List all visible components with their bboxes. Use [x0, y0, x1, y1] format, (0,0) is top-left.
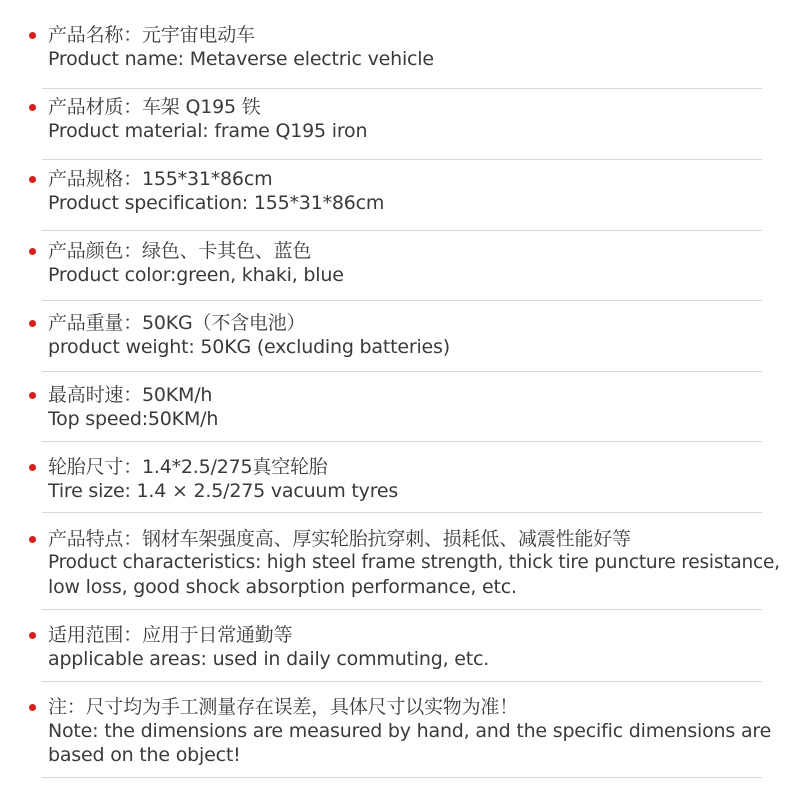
spec-text	[48, 311, 778, 359]
bullet-icon	[29, 176, 36, 183]
spec-label-zh: 注：尺寸均为手工测量存在误差，具体尺寸以实物为准！	[48, 696, 519, 718]
divider	[42, 512, 762, 513]
spec-text	[48, 239, 778, 287]
divider	[42, 159, 762, 160]
spec-label-en: Product name: Metaverse electric vehicle	[48, 48, 434, 70]
divider	[42, 777, 762, 778]
bullet-icon	[29, 704, 36, 711]
spec-label-zh: 产品重量：50KG（不含电池）	[48, 312, 306, 334]
spec-label-en: product weight: 50KG (excluding batteries)	[48, 336, 450, 358]
spec-label-zh: 产品特点：钢材车架强度高、厚实轮胎抗穿刺、损耗低、减震性能好等	[48, 528, 631, 550]
spec-label-en: low loss, good shock absorption performance, etc.	[48, 576, 517, 598]
spec-label-en: Product color:green, khaki, blue	[48, 264, 344, 286]
spec-text	[48, 167, 778, 215]
spec-label-en: Product specification: 155*31*86cm	[48, 192, 385, 214]
spec-label-zh: 轮胎尺寸：1.4*2.5/275真空轮胎	[48, 456, 328, 478]
spec-label-zh: 产品规格：155*31*86cm	[48, 168, 273, 190]
bullet-icon	[29, 536, 36, 543]
bullet-icon	[29, 320, 36, 327]
bullet-icon	[29, 248, 36, 255]
bullet-icon	[29, 104, 36, 111]
bullet-icon	[29, 392, 36, 399]
spec-label-zh: 产品颜色：绿色、卡其色、蓝色	[48, 240, 312, 262]
spec-label-zh: 产品名称：元宇宙电动车	[48, 24, 255, 46]
spec-text	[48, 383, 778, 431]
spec-label-en: Note: the dimensions are measured by hand, and the specific dimensions are	[48, 720, 772, 742]
divider	[42, 441, 762, 442]
bullet-icon	[29, 32, 36, 39]
spec-text	[48, 455, 778, 503]
spec-text	[48, 695, 778, 767]
spec-label-en: Tire size: 1.4 × 2.5/275 vacuum tyres	[48, 480, 399, 502]
spec-label-en: Top speed:50KM/h	[48, 408, 219, 430]
spec-text	[48, 23, 778, 71]
spec-label-en: applicable areas: used in daily commuting, etc.	[48, 648, 490, 670]
spec-label-zh: 最高时速：50KM/h	[48, 384, 213, 406]
divider	[42, 609, 762, 610]
divider	[42, 230, 762, 231]
bullet-icon	[29, 632, 36, 639]
bullet-icon	[29, 464, 36, 471]
spec-text	[48, 527, 778, 599]
divider	[42, 371, 762, 372]
spec-text	[48, 623, 778, 671]
spec-label-en: Product characteristics: high steel frame strength, thick tire puncture resistance,	[48, 552, 780, 573]
spec-label-zh: 适用范围：应用于日常通勤等	[48, 624, 293, 646]
spec-label-en: based on the object!	[48, 744, 241, 766]
divider	[42, 300, 762, 301]
spec-label-zh: 产品材质：车架 Q195 铁	[48, 96, 261, 118]
divider	[42, 681, 762, 682]
spec-label-en: Product material: frame Q195 iron	[48, 120, 368, 142]
divider	[42, 88, 762, 89]
spec-text	[48, 95, 778, 143]
